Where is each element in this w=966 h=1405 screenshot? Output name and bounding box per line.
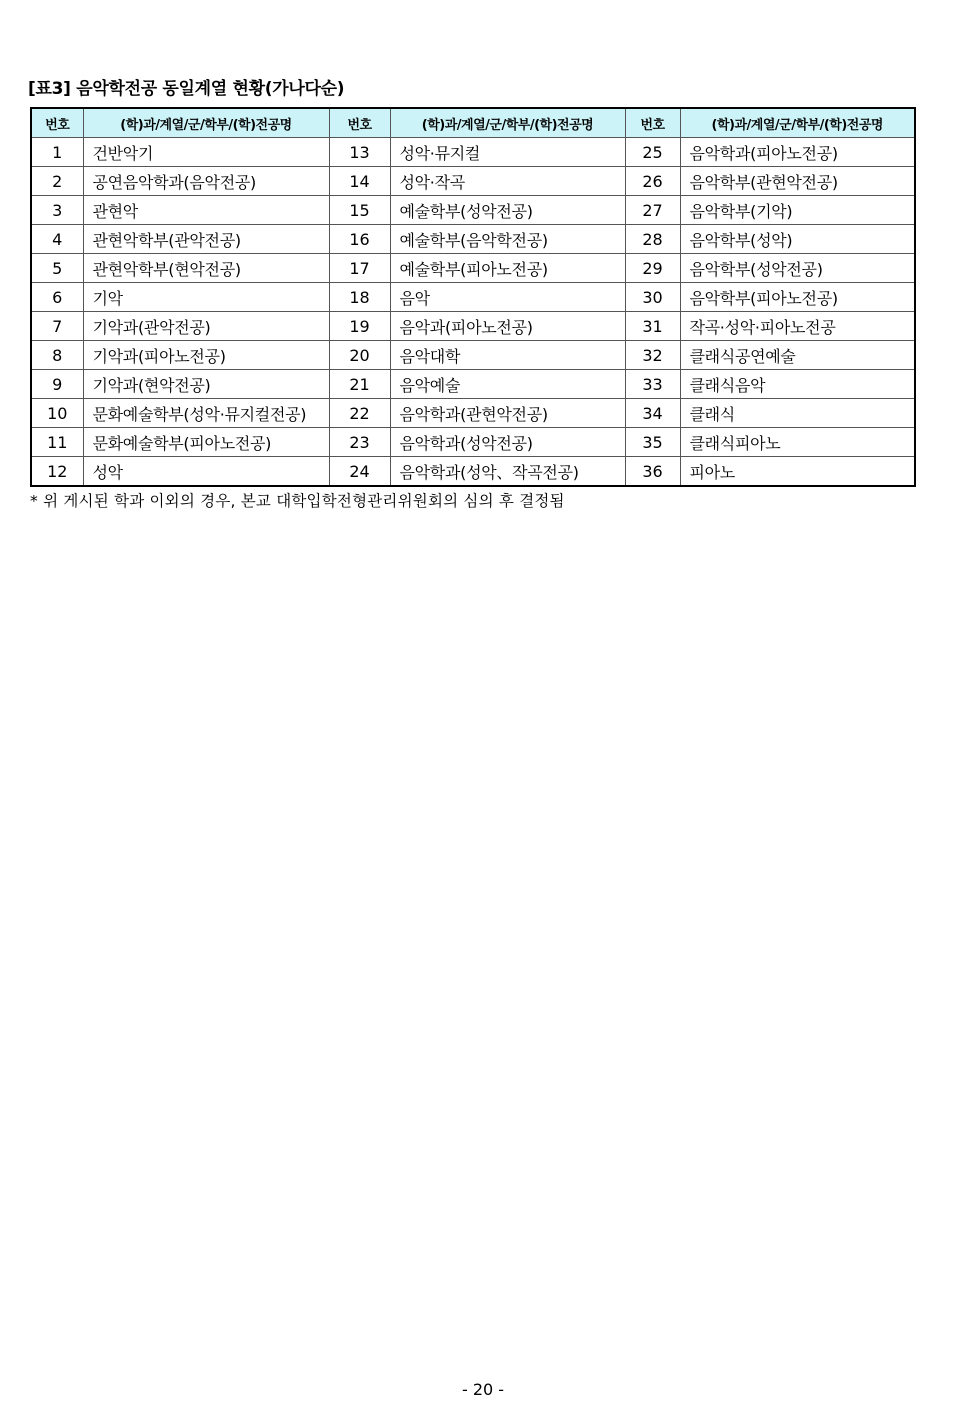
major-name: 피아노 [680, 457, 915, 487]
row-number: 8 [31, 341, 83, 370]
row-number: 4 [31, 225, 83, 254]
major-name: 음악학부(성악) [680, 225, 915, 254]
row-number: 18 [329, 283, 390, 312]
major-name: 예술학부(피아노전공) [390, 254, 625, 283]
major-name: 예술학부(음악학전공) [390, 225, 625, 254]
header-major-name: (학)과/계열/군/학부/(학)전공명 [680, 108, 915, 138]
row-number: 35 [625, 428, 680, 457]
row-number: 30 [625, 283, 680, 312]
row-number: 2 [31, 167, 83, 196]
row-number: 36 [625, 457, 680, 487]
row-number: 20 [329, 341, 390, 370]
major-name: 관현악학부(현악전공) [83, 254, 329, 283]
table-title: [표3] 음악학전공 동일계열 현황(가나다순) [28, 79, 345, 99]
row-number: 6 [31, 283, 83, 312]
table-row [31, 457, 915, 487]
row-number: 12 [31, 457, 83, 487]
row-number: 26 [625, 167, 680, 196]
header-number: 번호 [625, 108, 680, 138]
major-name: 작곡·성악·피아노전공 [680, 312, 915, 341]
row-number: 17 [329, 254, 390, 283]
major-name: 음악대학 [390, 341, 625, 370]
row-number: 27 [625, 196, 680, 225]
row-number: 28 [625, 225, 680, 254]
table-row [31, 196, 915, 225]
row-number: 24 [329, 457, 390, 487]
major-name: 음악학과(관현악전공) [390, 399, 625, 428]
header-major-name: (학)과/계열/군/학부/(학)전공명 [83, 108, 329, 138]
row-number: 7 [31, 312, 83, 341]
row-number: 9 [31, 370, 83, 399]
major-name: 성악·뮤지컬 [390, 138, 625, 167]
major-name: 문화예술학부(피아노전공) [83, 428, 329, 457]
major-name: 기악과(관악전공) [83, 312, 329, 341]
major-name: 관현악학부(관악전공) [83, 225, 329, 254]
table-row [31, 399, 915, 428]
row-number: 19 [329, 312, 390, 341]
row-number: 3 [31, 196, 83, 225]
table-row [31, 225, 915, 254]
major-name: 음악 [390, 283, 625, 312]
table-row [31, 428, 915, 457]
major-name: 건반악기 [83, 138, 329, 167]
table-row [31, 167, 915, 196]
major-name: 클래식음악 [680, 370, 915, 399]
major-name: 클래식 [680, 399, 915, 428]
major-name: 음악학과(성악전공) [390, 428, 625, 457]
major-name: 문화예술학부(성악·뮤지컬전공) [83, 399, 329, 428]
major-name: 기악과(현악전공) [83, 370, 329, 399]
footnote: * 위 게시된 학과 이외의 경우, 본교 대학입학전형관리위원회의 심의 후 결정됨 [30, 492, 565, 510]
major-name: 클래식공연예술 [680, 341, 915, 370]
major-name: 음악학과(성악、작곡전공) [390, 457, 625, 487]
page-number: - 20 - [461, 1380, 505, 1399]
major-name: 음악예술 [390, 370, 625, 399]
row-number: 21 [329, 370, 390, 399]
table-row [31, 254, 915, 283]
row-number: 1 [31, 138, 83, 167]
row-number: 16 [329, 225, 390, 254]
table-body [31, 138, 915, 487]
row-number: 15 [329, 196, 390, 225]
row-number: 14 [329, 167, 390, 196]
major-name: 음악학부(피아노전공) [680, 283, 915, 312]
major-name: 음악학부(성악전공) [680, 254, 915, 283]
row-number: 31 [625, 312, 680, 341]
header-number: 번호 [329, 108, 390, 138]
row-number: 10 [31, 399, 83, 428]
major-name: 기악과(피아노전공) [83, 341, 329, 370]
row-number: 13 [329, 138, 390, 167]
major-name: 성악 [83, 457, 329, 487]
major-name: 클래식피아노 [680, 428, 915, 457]
table-row [31, 283, 915, 312]
major-name: 관현악 [83, 196, 329, 225]
table-row [31, 312, 915, 341]
major-name: 음악과(피아노전공) [390, 312, 625, 341]
header-number: 번호 [31, 108, 83, 138]
row-number: 33 [625, 370, 680, 399]
table-header-row [31, 108, 915, 138]
major-name: 공연음악학과(음악전공) [83, 167, 329, 196]
table-row [31, 138, 915, 167]
major-name: 예술학부(성악전공) [390, 196, 625, 225]
major-name: 음악학부(기악) [680, 196, 915, 225]
row-number: 32 [625, 341, 680, 370]
table-row [31, 341, 915, 370]
major-name: 음악학부(관현악전공) [680, 167, 915, 196]
major-name: 음악학과(피아노전공) [680, 138, 915, 167]
header-major-name: (학)과/계열/군/학부/(학)전공명 [390, 108, 625, 138]
major-name: 성악·작곡 [390, 167, 625, 196]
row-number: 25 [625, 138, 680, 167]
table-row [31, 370, 915, 399]
major-name: 기악 [83, 283, 329, 312]
row-number: 29 [625, 254, 680, 283]
row-number: 11 [31, 428, 83, 457]
row-number: 22 [329, 399, 390, 428]
related-majors-table [30, 107, 916, 487]
row-number: 34 [625, 399, 680, 428]
row-number: 5 [31, 254, 83, 283]
row-number: 23 [329, 428, 390, 457]
